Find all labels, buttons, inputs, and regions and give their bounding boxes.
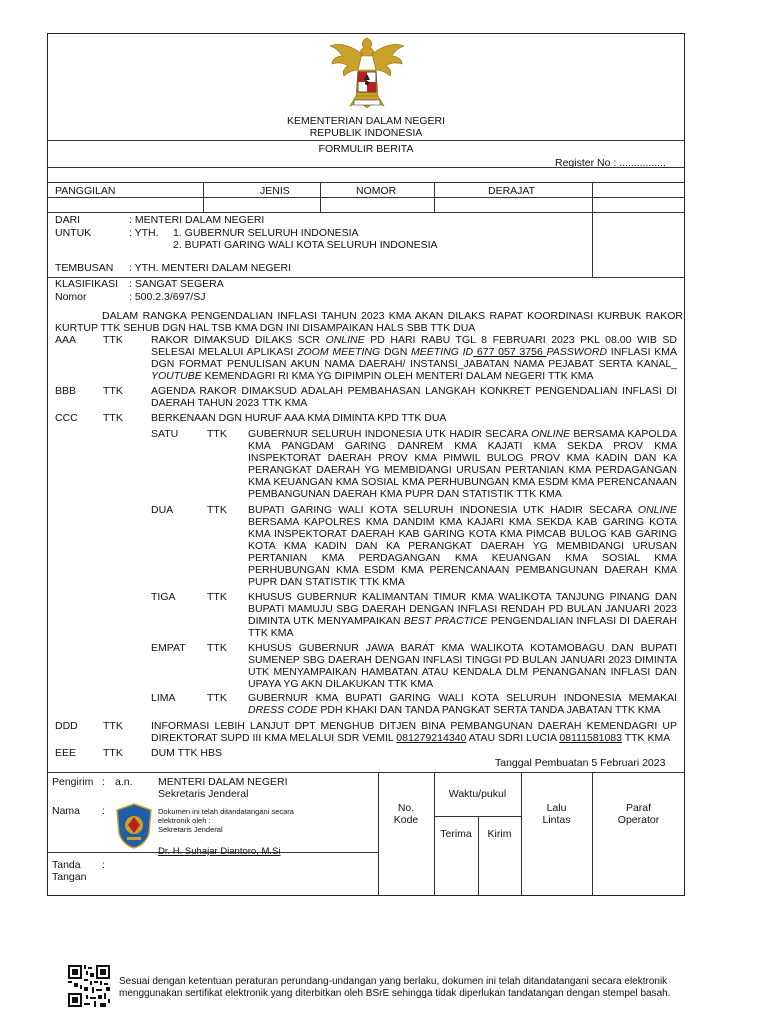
untuk-prefix: : YTH. (129, 227, 159, 239)
tiga-line-3: DIMINTA UTK MENYAMPAIKAN BEST PRACTICE PENGENDALIAN INFLASI DI DAERAH (248, 615, 677, 627)
aaa-line-3: DGN FORMAT PENULISAN AKUN NAMA DAERAH/ INSTANSI_JABATAN NAMA PEJABAT SERTA KANAL_ (151, 358, 677, 370)
item-ttk-ddd: TTK (103, 720, 123, 732)
header-jenis: JENIS (260, 185, 290, 197)
tanda-label: Tanda (52, 859, 81, 871)
dua-line-2: BERSAMA KAPOLRES KMA DANDIM KMA KAJARI KMA SEKDA KAB GARING KOTA (248, 516, 677, 528)
dari-value: : MENTERI DALAM NEGERI (129, 214, 265, 226)
tembusan-value: : YTH. MENTERI DALAM NEGERI (129, 262, 291, 274)
phone-vemil: 081279214340 (396, 732, 467, 744)
sub-label-dua: DUA (151, 504, 174, 516)
item-code-eee: EEE (55, 747, 77, 759)
phone-lucia: 08111581083 (559, 732, 622, 744)
sub-ttk-satu: TTK (207, 428, 227, 440)
lalu-lintas: Lalu Lintas (542, 802, 571, 826)
empat-line-4: UPAYA YG AKN DILAKUKAN TTK KMA (248, 678, 434, 690)
creation-date: Tanggal Pembuatan 5 Februari 2023 (495, 757, 666, 769)
ministry-name: KEMENTERIAN DALAM NEGERI (286, 115, 446, 127)
sub-label-tiga: TIGA (151, 591, 176, 603)
bbb-line-2: DAERAH TAHUN 2023 TTK KMA (151, 397, 308, 409)
pengirim-label: Pengirim (52, 776, 94, 788)
terima: Terima (440, 828, 472, 840)
untuk-recipient-1: 1. GUBERNUR SELURUH INDONESIA (173, 227, 359, 239)
ccc-line-1: BERKENAAN DGN HURUF AAA KMA DIMINTA KPD TTK DUA (151, 412, 447, 424)
dua-line-7: PUPR DAN STATISTIK TTK KMA (248, 576, 405, 588)
aaa-line-1: RAKOR DIMAKSUD DILAKS SCR ONLINE PD HARI RABU TGL 8 FEBRUARI 2023 PKL 08.00 WIB SD (151, 334, 677, 346)
dua-line-1: BUPATI GARING WALI KOTA SELURUH INDONESIA UTK HADIR SECARA ONLINE (248, 504, 677, 516)
nomor-label: Nomor (55, 291, 87, 303)
empat-line-2: SUMENEP SBG DAERAH DENGAN INFLASI TINGGI PD BULAN JANUARI 2023 DIMINTA (248, 654, 677, 666)
nama-colon: : (102, 805, 105, 817)
garuda-emblem-icon (326, 36, 408, 112)
dari-label: DARI (55, 214, 81, 226)
kemendagri-seal-icon (115, 803, 153, 849)
empat-line-3: UTK MENYAMPAIKAN HAMBATAN ATAU KENDALA DLM PENANGANAN INFLASI DAN (248, 666, 677, 678)
esign-notice: Dokumen ini telah ditandatangani secara elektronik oleh : Sekretaris Jenderal (158, 807, 294, 834)
pengirim-colon: : (102, 776, 105, 788)
satu-line-1: GUBERNUR SELURUH INDONESIA UTK HADIR SECARA ONLINE BERSAMA KAPOLDA (248, 428, 677, 440)
satu-line-2: KMA PANGDAM GARING DANREM KMA KAJATI KMA SEKDA PROV KMA (248, 440, 677, 452)
aaa-line-2: SELESAI MELALUI APLIKASI ZOOM MEETING DGN MEETING ID 677 057 3756 PASSWORD INFLASI KMA (151, 346, 677, 358)
satu-line-4: PERANGKAT DAERAH YG MEMBIDANGI URUSAN PERTANIAN KMA PERDAGANGAN (248, 464, 677, 476)
tembusan-label: TEMBUSAN (55, 262, 114, 274)
sub-label-satu: SATU (151, 428, 179, 440)
item-ttk-eee: TTK (103, 747, 123, 759)
untuk-recipient-2: 2. BUPATI GARING WALI KOTA SELURUH INDONESIA (173, 239, 438, 251)
header-derajat: DERAJAT (488, 185, 536, 197)
item-code-aaa: AAA (55, 334, 77, 346)
satu-line-6: PEMBANGUNAN DAERAH KMA PUPR DAN STATISTIK TTK KMA (248, 488, 562, 500)
signer-name: Dr. H. Suhajar Diantoro, M.Si (158, 846, 281, 857)
intro-line-2: KURTUP TTK SEHUB DGN HAL TSB KMA DGN INI DISAMPAIKAN HALS SBB TTK DUA (55, 322, 476, 334)
sub-ttk-dua: TTK (207, 504, 227, 516)
waktu-pukul: Waktu/pukul (448, 788, 507, 800)
empat-line-1: KHUSUS GUBERNUR JAWA BARAT KMA WALIKOTA KOTAMOBAGU DAN BUPATI (248, 642, 677, 654)
header-nomor: NOMOR (356, 185, 397, 197)
sub-ttk-empat: TTK (207, 642, 227, 654)
klasifikasi-label: KLASIFIKASI (55, 278, 119, 290)
untuk-label: UNTUK (55, 227, 92, 239)
qr-code-icon (68, 965, 110, 1007)
no-kode: No. Kode (393, 802, 419, 826)
aaa-line-4: YOUTUBE KEMENDAGRI RI KMA YG DIPIMPIN OLEH MENTERI DALAM NEGERI TTK KMA (151, 370, 594, 382)
item-code-bbb: BBB (55, 385, 77, 397)
sender-subtitle: Sekretaris Jenderal (158, 788, 249, 800)
dua-line-4: KOTA KMA KADIN DAN KA PERANGKAT DAERAH YG MEMBIDANGI URUSAN (248, 540, 677, 552)
satu-line-3: INSPEKTORAT DAERAH PROV KMA PIMWIL BULOG PROV KMA KADIN DAN KA (248, 452, 677, 464)
dua-line-6: PERHUBUNGAN KMA ESDM KMA PERENCANAAN PEMBANGUNAN DAERAH KMA (248, 564, 677, 576)
item-ttk-bbb: TTK (103, 385, 123, 397)
form-title: FORMULIR BERITA (318, 143, 414, 155)
item-code-ccc: CCC (55, 412, 78, 424)
sub-label-lima: LIMA (151, 692, 176, 704)
lima-line-1: GUBERNUR KMA BUPATI GARING WALI KOTA SELURUH INDONESIA MEMAKAI (248, 692, 677, 704)
bbb-line-1: AGENDA RAKOR DIMAKSUD ADALAH PEMBAHASAN LANGKAH KONKRET PENGENDALIAN INFLASI DI (151, 385, 677, 397)
sender-title: MENTERI DALAM NEGERI (158, 776, 288, 788)
ddd-line-1: INFORMASI LEBIH LANJUT DPT MENGHUB DITJEN BINA PEMBANGUNAN DAERAH KEMENDAGRI UP (151, 720, 677, 732)
sub-ttk-tiga: TTK (207, 591, 227, 603)
tangan-label: Tangan (52, 871, 87, 883)
ddd-line-2: DIREKTORAT SUPD III KMA MELALUI SDR VEMIL 081279214340 ATAU SDRI LUCIA 08111581083 TTK KMA (151, 732, 671, 744)
item-ttk-ccc: TTK (103, 412, 123, 424)
dua-line-3: KMA INSPEKTORAT DAERAH KAB GARING KOTA KMA PIMCAB BULOG KAB GARING (248, 528, 677, 540)
klasifikasi-value: : SANGAT SEGERA (129, 278, 224, 290)
sub-ttk-lima: TTK (207, 692, 227, 704)
republic-name: REPUBLIK INDONESIA (309, 127, 423, 139)
tiga-line-1: KHUSUS GUBERNUR KALIMANTAN TIMUR KMA WALIKOTA TANJUNG PINANG DAN (248, 591, 677, 603)
kirim: Kirim (487, 828, 512, 840)
intro-line-1: DALAM RANGKA PENGENDALIAN INFLASI TAHUN 2023 KMA AKAN DILAKS RAPAT KOORDINASI KURBUK RAKOR (102, 310, 683, 322)
header-panggilan: PANGGILAN (55, 185, 116, 197)
an-label: a.n. (115, 776, 133, 788)
register-number: Register No : ................ (555, 157, 666, 169)
nomor-value: : 500.2.3/697/SJ (129, 291, 206, 303)
esign-disclaimer: Sesuai dengan ketentuan peraturan perundang-undangan yang berlaku, dokumen ini telah ditandatangani secara elektronik menggunakan sertifikat elektronik yang diterbitkan oleh BSrE sehingga tidak diperlukan tandatangan dengan stempel basah. (119, 976, 671, 999)
satu-line-5: KMA KEUANGAN KMA SOSIAL KMA PERHUBUNGAN KMA ESDM KMA PERENCANAAN (248, 476, 677, 488)
lima-line-2: DRESS CODE PDH KHAKI DAN TANDA PANGKAT SERTA TANDA JABATAN TTK KMA (248, 704, 661, 716)
paraf-operator: Paraf Operator (617, 802, 660, 826)
dua-line-5: PERTANIAN KMA PERDAGANGAN KMA KEUANGAN KMA SOSIAL KMA (248, 552, 677, 564)
tanda-colon: : (102, 859, 105, 871)
item-ttk-aaa: TTK (103, 334, 123, 346)
tiga-line-2: BUPATI MAMUJU SBG DAERAH DENGAN INFLASI RENDAH PD BULAN JANUARI 2023 (248, 603, 677, 615)
item-code-ddd: DDD (55, 720, 78, 732)
sub-label-empat: EMPAT (151, 642, 186, 654)
eee-line-1: DUM TTK HBS (151, 747, 222, 759)
nama-label: Nama (52, 805, 81, 817)
tiga-line-4: TTK KMA (248, 627, 294, 639)
